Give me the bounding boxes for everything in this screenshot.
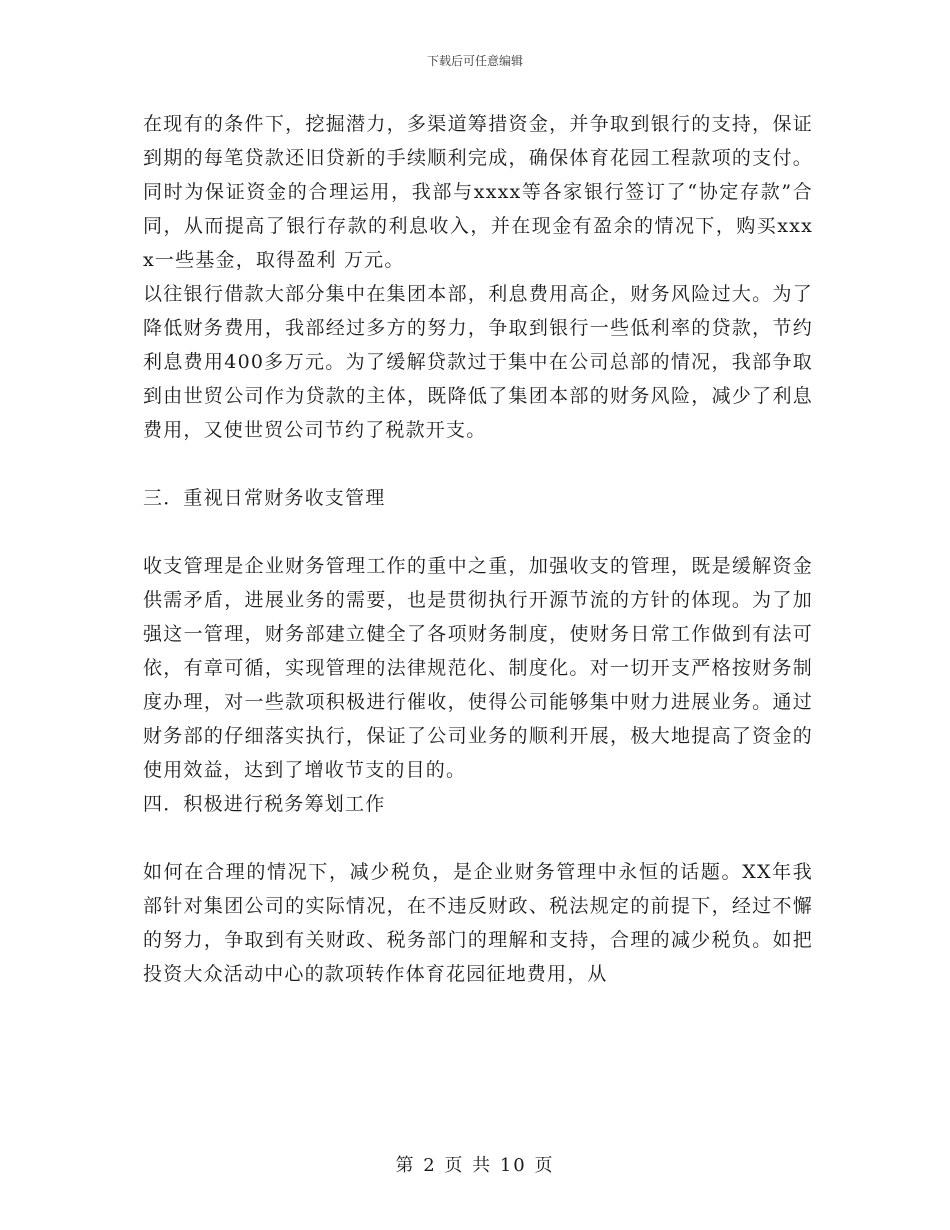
paragraph-funding: 在现有的条件下，挖掘潜力，多渠道筹措资金，并争取到银行的支持，保证到期的每笔贷款还旧贷新的手续顺利完成，确保体育花园工程款项的支付。同时为保证资金的合理运用，我部与xxxx等各家银行签订了“协定存款”合同，从而提高了银行存款的利息收入，并在现金有盈余的情况下，购买xxxx一些基金，取得盈利 万元。 <box>143 113 813 271</box>
paragraph-loans: 以往银行借款大部分集中在集团本部，利息费用高企，财务风险过大。为了降低财务费用，我部经过多方的努力，争取到银行一些低利率的贷款，节约利息费用400多万元。为了缓解贷款过于集中在公司总部的情况，我部争取到由世贸公司作为贷款的主体，既降低了集团本部的财务风险，减少了利息费用，又使世贸公司节约了税款开支。 <box>143 283 813 441</box>
section-heading-4: 四．积极进行税务筹划工作 <box>143 793 386 815</box>
page-header: 下载后可任意编辑 <box>426 54 523 68</box>
page-number: 第 2 页 共 10 页 <box>395 1155 555 1176</box>
document-body <box>143 107 813 991</box>
paragraph-expense-management: 收支管理是企业财务管理工作的重中之重，加强收支的管理，既是缓解资金供需矛盾，进展业务的需要，也是贯彻执行开源节流的方针的体现。为了加强这一管理，财务部建立健全了各项财务制度，使财务日常工作做到有法可依，有章可循，实现管理的法律规范化、制度化。对一切开支严格按财务制度办理，对一些款项积极进行催收，使得公司能够集中财力进展业务。通过财务部的仔细落实执行，保证了公司业务的顺利开展，极大地提高了资金的使用效益，达到了增收节支的目的。 <box>143 555 813 781</box>
section-heading-3: 三．重视日常财务收支管理 <box>143 487 386 509</box>
paragraph-tax-planning: 如何在合理的情况下，减少税负，是企业财务管理中永恒的话题。XX年我部针对集团公司的实际情况，在不违反财政、税法规定的前提下，经过不懈的努力，争取到有关财政、税务部门的理解和支持，合理的减少税负。如把投资大众活动中心的款项转作体育花园征地费用，从 <box>143 861 813 985</box>
